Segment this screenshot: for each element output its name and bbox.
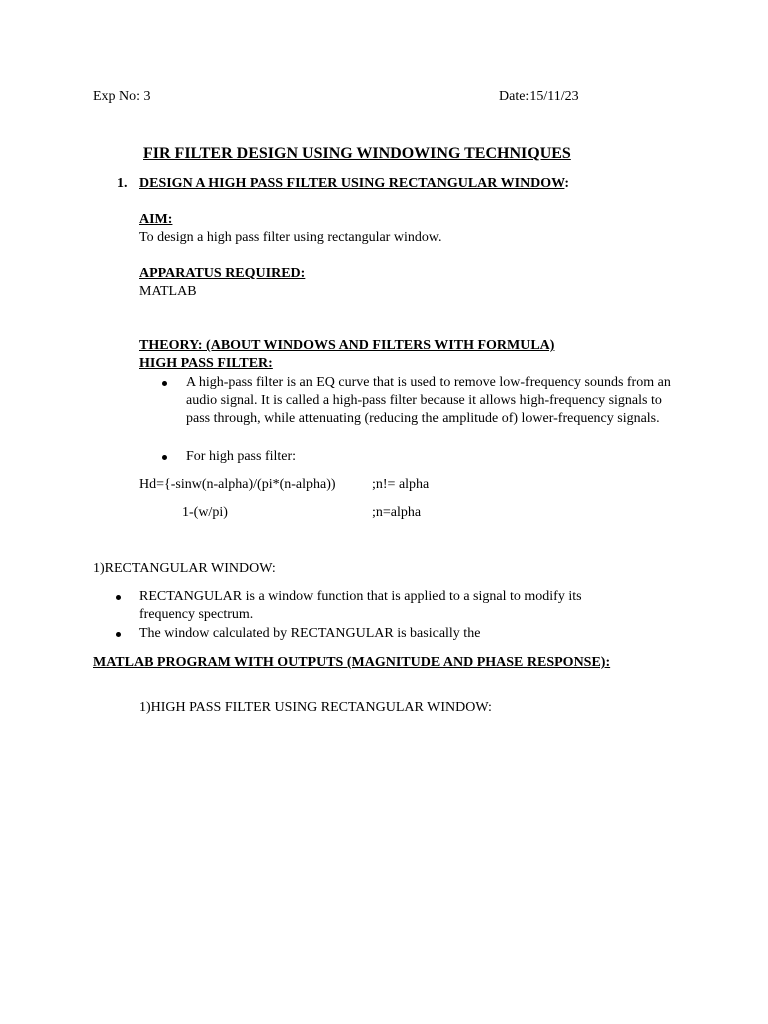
matlab-program-heading: MATLAB PROGRAM WITH OUTPUTS (MAGNITUDE AND PHASE RESPONSE): — [93, 655, 611, 670]
page-title: FIR FILTER DESIGN USING WINDOWING TECHNIQUES — [143, 145, 571, 162]
matlab-subheading: 1)HIGH PASS FILTER USING RECTANGULAR WINDOW: — [139, 700, 492, 715]
theory-heading: THEORY: (ABOUT WINDOWS AND FILTERS WITH FORMULA) — [139, 338, 555, 353]
formula-line-1-expression: Hd={-sinw(n-alpha)/(pi*(n-alpha)) — [139, 477, 336, 492]
formula-line-1-condition: ;n!= alpha — [372, 477, 430, 492]
aim-text: To design a high pass filter using rectangular window. — [139, 230, 442, 245]
rectangular-bullet-1: RECTANGULAR is a window function that is applied to a signal to modify its frequency spectrum. — [139, 589, 582, 622]
experiment-date: Date:15/11/23 — [499, 89, 579, 104]
section-number: 1. — [117, 176, 128, 191]
theory-bullet-1: A high-pass filter is an EQ curve that is used to remove low-frequency sounds from an audio signal. It is called a high-pass filter because it allows high-frequency signals to pass through, while attenuating (reducing the amplitude of) lower-frequency signals. — [186, 375, 671, 426]
apparatus-text: MATLAB — [139, 284, 197, 299]
formula-line-2-condition: ;n=alpha — [372, 505, 422, 520]
section-heading — [139, 175, 569, 193]
experiment-number: Exp No: 3 — [93, 89, 151, 104]
rectangular-bullet-2: The window calculated by RECTANGULAR is basically the — [139, 626, 481, 641]
apparatus-heading: APPARATUS REQUIRED: — [139, 266, 306, 281]
section-heading-colon: : — [564, 176, 570, 191]
formula-line-2-expression: 1-(w/pi) — [182, 505, 228, 520]
rectangular-window-heading: 1)RECTANGULAR WINDOW: — [93, 561, 276, 576]
bullet-icon — [116, 595, 121, 600]
bullet-icon — [116, 632, 121, 637]
theory-bullet-2: For high pass filter: — [186, 449, 297, 464]
section-heading-text: DESIGN A HIGH PASS FILTER USING RECTANGULAR WINDOW — [139, 176, 565, 191]
bullet-icon — [162, 455, 167, 460]
high-pass-filter-heading: HIGH PASS FILTER: — [139, 356, 273, 371]
aim-heading: AIM: — [139, 212, 173, 227]
bullet-icon — [162, 381, 167, 386]
